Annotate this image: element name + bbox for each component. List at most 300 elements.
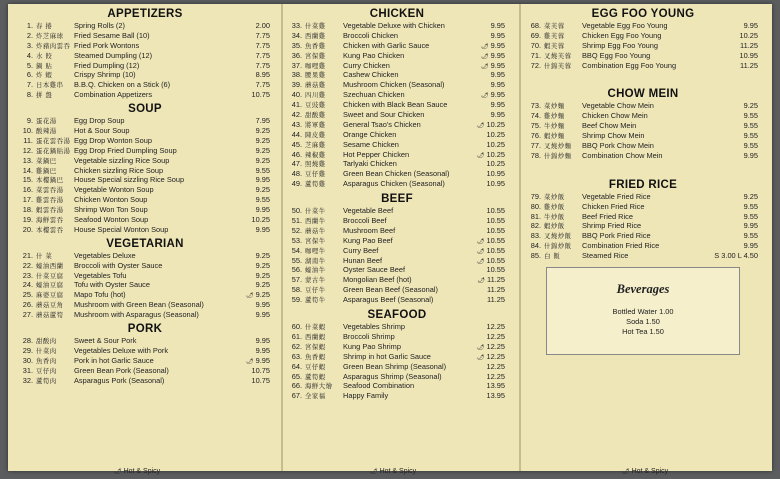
item-price: 9.95 bbox=[490, 80, 505, 90]
item-price: 9.55 bbox=[743, 201, 758, 211]
item-number: 44. bbox=[291, 129, 302, 139]
item-chinese-name: 蠔油西蘭 bbox=[36, 261, 64, 270]
item-chinese-name: 蝦雲吞湯 bbox=[36, 206, 64, 215]
item-number: 31. bbox=[22, 365, 33, 375]
item-chinese-name: 甜酸肉 bbox=[36, 337, 57, 346]
item-price: 13.95 bbox=[486, 391, 505, 401]
section-title: SEAFOOD bbox=[367, 309, 427, 322]
item-chinese-name: 菜炒麵 bbox=[544, 102, 565, 111]
menu-item bbox=[20, 146, 270, 156]
item-name: Egg Drop Soup bbox=[74, 116, 125, 126]
item-number: 11. bbox=[23, 135, 33, 145]
menu-item bbox=[20, 51, 270, 61]
menu-item bbox=[20, 215, 270, 225]
menu-item bbox=[20, 166, 270, 176]
item-price: 12.25 bbox=[486, 371, 505, 381]
item-chinese-name: 蒙古牛 bbox=[305, 276, 326, 285]
item-price: 9.25 bbox=[743, 101, 758, 111]
section-title: CHICKEN bbox=[369, 8, 425, 20]
item-chinese-name: 魚香肉 bbox=[36, 356, 57, 365]
item-number: 27. bbox=[22, 310, 33, 320]
item-chinese-name: 菜雲吞湯 bbox=[36, 186, 64, 195]
menu-item bbox=[289, 265, 505, 275]
item-name: B.B.Q. Chicken on a Stick (6) bbox=[74, 80, 171, 90]
item-number: 21. bbox=[22, 250, 33, 260]
item-name: Shrimp Won Ton Soup bbox=[74, 205, 148, 215]
item-chinese-name: 菜炒飯 bbox=[544, 192, 565, 201]
item-number: 52. bbox=[291, 225, 302, 235]
item-name: Egg Drop Fried Dumpling Soup bbox=[74, 145, 177, 155]
item-chinese-name: 將軍雞 bbox=[305, 120, 326, 129]
item-price: 10.25 bbox=[251, 215, 270, 225]
footer-note-text: Hot & Spicy bbox=[123, 468, 161, 475]
item-price: 10.25 bbox=[486, 139, 505, 149]
menu-item bbox=[20, 185, 270, 195]
item-chinese-name: 辣椒雞 bbox=[305, 150, 326, 159]
menu-item bbox=[528, 221, 758, 231]
menu-item bbox=[289, 80, 505, 90]
item-price: 9.25 bbox=[255, 155, 270, 165]
item-chinese-name: 照燒雞 bbox=[305, 160, 326, 169]
item-price: 10.95 bbox=[486, 179, 505, 189]
menu-item bbox=[528, 131, 758, 141]
menu-item bbox=[20, 336, 270, 346]
item-number: 29. bbox=[22, 345, 33, 355]
item-price: 10.55 bbox=[486, 235, 505, 245]
item-price: 9.55 bbox=[743, 121, 758, 131]
menu-item bbox=[528, 111, 758, 121]
item-price: 12.25 bbox=[486, 341, 505, 351]
item-price: 13.95 bbox=[486, 381, 505, 391]
item-number: 40. bbox=[291, 90, 302, 100]
item-chinese-name: 什菜雞 bbox=[305, 22, 326, 30]
item-chinese-name: 豆仔蝦 bbox=[305, 362, 326, 371]
menu-item bbox=[20, 225, 270, 235]
item-name: Oyster Sauce Beef bbox=[343, 265, 406, 275]
item-name: Cashew Chicken bbox=[343, 70, 399, 80]
section-title: EGG FOO YOUNG bbox=[591, 8, 695, 20]
item-price: 7.75 bbox=[255, 50, 270, 60]
item-name: Mongolian Beef (hot) bbox=[343, 275, 412, 285]
item-price: 9.25 bbox=[255, 280, 270, 290]
item-number: 33. bbox=[291, 21, 302, 30]
item-chinese-name: 炸芝麻球 bbox=[36, 31, 64, 40]
menu-item bbox=[289, 342, 505, 352]
beverages-box bbox=[546, 267, 740, 355]
item-number: 81. bbox=[530, 211, 541, 221]
item-chinese-name: 什錦芙蓉 bbox=[544, 61, 572, 70]
item-price: 10.25 bbox=[739, 30, 758, 40]
menu-section bbox=[20, 238, 270, 320]
item-chinese-name: 豆豉雞 bbox=[305, 101, 326, 110]
menu-section bbox=[20, 103, 270, 235]
item-price: 9.25 bbox=[255, 250, 270, 260]
item-name: Kung Pao Chicken bbox=[343, 50, 405, 60]
menu-item bbox=[20, 195, 270, 205]
item-number: 69. bbox=[530, 30, 541, 40]
item-number: 74. bbox=[530, 111, 541, 121]
chili-icon: 🌶 bbox=[476, 122, 485, 129]
item-price: 9.95 bbox=[255, 336, 270, 346]
menu-item bbox=[528, 212, 758, 222]
item-number: 38. bbox=[291, 70, 302, 80]
item-price: 12.25 bbox=[486, 322, 505, 332]
item-name: Crispy Shrimp (10) bbox=[74, 70, 136, 80]
item-name: Vegetable Deluxe with Chicken bbox=[343, 21, 445, 30]
item-chinese-name: 什菜蝦 bbox=[305, 323, 326, 332]
item-price: 9.25 bbox=[255, 135, 270, 145]
item-number: 26. bbox=[22, 300, 33, 310]
item-price: 9.95 bbox=[490, 30, 505, 40]
item-price: 9.95 bbox=[490, 70, 505, 80]
menu-item bbox=[20, 21, 270, 31]
item-price: 9.25 bbox=[255, 260, 270, 270]
item-number: 19. bbox=[22, 215, 33, 225]
item-number: 8. bbox=[26, 90, 33, 100]
menu-item bbox=[289, 150, 505, 160]
menu-section bbox=[20, 8, 270, 100]
item-number: 3. bbox=[26, 40, 33, 50]
item-name: Szechuan Chicken bbox=[343, 90, 405, 100]
item-name: Hot & Sour Soup bbox=[74, 126, 130, 136]
item-name: Broccoli Beef bbox=[343, 216, 387, 226]
menu-item bbox=[20, 126, 270, 136]
beverages-title: Beverages bbox=[616, 282, 670, 297]
item-chinese-name: 蘆筍雞 bbox=[305, 180, 326, 189]
item-price: 10.55 bbox=[486, 225, 505, 235]
item-price: 9.95 bbox=[743, 21, 758, 30]
menu-item bbox=[289, 179, 505, 189]
item-chinese-name: 西蘭牛 bbox=[305, 217, 326, 226]
beverage-line: Bottled Water 1.00 bbox=[612, 307, 674, 317]
item-chinese-name: 雞雲吞湯 bbox=[36, 196, 64, 205]
item-chinese-name: 叉燒炒飯 bbox=[544, 232, 572, 241]
item-number: 13. bbox=[22, 155, 33, 165]
menu-item bbox=[289, 61, 505, 71]
item-chinese-name: 蘆筍肉 bbox=[36, 376, 57, 385]
item-price: 7.75 bbox=[255, 80, 270, 90]
item-price: 10.25 bbox=[486, 119, 505, 129]
item-price: 10.55 bbox=[486, 216, 505, 226]
menu-item bbox=[528, 41, 758, 51]
item-number: 78. bbox=[530, 150, 541, 160]
item-price: 9.25 bbox=[255, 185, 270, 195]
item-chinese-name: 什菜豆腐 bbox=[36, 271, 64, 280]
menu-section bbox=[20, 323, 270, 385]
chili-icon: 🌶 bbox=[370, 469, 378, 475]
item-number: 4. bbox=[26, 50, 33, 60]
menu-item bbox=[528, 141, 758, 151]
item-number: 16. bbox=[22, 185, 33, 195]
menu-item bbox=[289, 352, 505, 362]
footer-spicy-note bbox=[368, 468, 416, 475]
item-number: 49. bbox=[291, 179, 302, 189]
menu-item bbox=[289, 285, 505, 295]
menu-item bbox=[289, 226, 505, 236]
item-price: 10.75 bbox=[251, 375, 270, 385]
item-name: Happy Family bbox=[343, 391, 389, 401]
item-chinese-name: 日本雞串 bbox=[36, 81, 64, 90]
item-number: 12. bbox=[22, 145, 33, 155]
item-name: Mushroom with Asparagus (Seasonal) bbox=[74, 310, 199, 320]
menu-item bbox=[528, 121, 758, 131]
item-name: Green Bean Beef (Seasonal) bbox=[343, 285, 438, 295]
menu-item bbox=[289, 130, 505, 140]
item-name: BBQ Egg Foo Young bbox=[582, 50, 651, 60]
item-price: S 3.00 L 4.50 bbox=[714, 251, 758, 261]
item-price: 9.25 bbox=[255, 126, 270, 136]
beverage-line: Soda 1.50 bbox=[626, 317, 660, 327]
item-name: Green Bean Chicken (Seasonal) bbox=[343, 169, 450, 179]
item-price: 9.55 bbox=[743, 231, 758, 241]
menu-item bbox=[289, 295, 505, 305]
item-name: Vegetables Shrimp bbox=[343, 322, 406, 332]
menu-item bbox=[528, 61, 758, 71]
menu-item bbox=[20, 261, 270, 271]
item-name: Seafood Wonton Soup bbox=[74, 215, 149, 225]
item-number: 15. bbox=[22, 175, 33, 185]
item-chinese-name: 豆仔肉 bbox=[36, 366, 57, 375]
menu-section bbox=[528, 179, 758, 261]
item-price: 9.95 bbox=[255, 224, 270, 234]
item-price: 9.55 bbox=[743, 111, 758, 121]
item-price: 9.95 bbox=[490, 40, 505, 50]
item-name: Fried Dumpling (12) bbox=[74, 60, 140, 70]
menu-item bbox=[289, 246, 505, 256]
beverage-line: Hot Tea 1.50 bbox=[622, 327, 664, 337]
item-number: 24. bbox=[22, 280, 33, 290]
item-name: Beef Fried Rice bbox=[582, 211, 633, 221]
footer-note-text: Hot & Spicy bbox=[379, 468, 417, 475]
menu-item bbox=[289, 381, 505, 391]
menu-section bbox=[528, 88, 758, 160]
item-number: 7. bbox=[26, 80, 33, 90]
section-title: PORK bbox=[127, 323, 163, 336]
item-price: 10.25 bbox=[486, 159, 505, 169]
menu-item bbox=[528, 51, 758, 61]
item-chinese-name: 豆仔雞 bbox=[305, 170, 326, 179]
item-chinese-name: 海鮮大燴 bbox=[305, 382, 333, 391]
item-number: 77. bbox=[530, 141, 541, 151]
item-name: Broccoli Chicken bbox=[343, 30, 399, 40]
item-name: Sweet & Sour Pork bbox=[74, 336, 137, 346]
item-name: BBQ Pork Chow Mein bbox=[582, 141, 654, 151]
item-number: 56. bbox=[291, 265, 302, 275]
item-chinese-name: 菜芙蓉 bbox=[544, 22, 565, 30]
menu-item bbox=[289, 332, 505, 342]
item-price: 9.95 bbox=[743, 150, 758, 160]
item-price: 9.55 bbox=[743, 131, 758, 141]
item-number: 48. bbox=[291, 169, 302, 179]
item-number: 65. bbox=[291, 371, 302, 381]
item-price: 11.25 bbox=[487, 295, 505, 305]
item-price: 10.55 bbox=[486, 245, 505, 255]
item-number: 36. bbox=[291, 50, 302, 60]
menu-item bbox=[289, 275, 505, 285]
item-chinese-name: 宮保牛 bbox=[305, 236, 326, 245]
chili-icon: 🌶 bbox=[476, 344, 485, 351]
item-price: 9.25 bbox=[255, 145, 270, 155]
item-name: Mushroom Chicken (Seasonal) bbox=[343, 80, 445, 90]
item-name: Tarlyaki Chicken bbox=[343, 159, 397, 169]
item-number: 34. bbox=[291, 30, 302, 40]
menu-item bbox=[289, 51, 505, 61]
menu-item bbox=[20, 290, 270, 300]
item-number: 23. bbox=[22, 270, 33, 280]
item-chinese-name: 蝦芙蓉 bbox=[544, 41, 565, 50]
item-name: Chicken with Black Bean Sauce bbox=[343, 100, 448, 110]
menu-item bbox=[289, 100, 505, 110]
item-number: 45. bbox=[291, 139, 302, 149]
menu-item bbox=[289, 90, 505, 100]
item-price: 9.95 bbox=[255, 205, 270, 215]
item-number: 5. bbox=[26, 60, 33, 70]
item-name: Mushroom Beef bbox=[343, 225, 396, 235]
menu-item bbox=[20, 271, 270, 281]
item-number: 84. bbox=[530, 241, 541, 251]
item-number: 55. bbox=[291, 255, 302, 265]
item-name: Vegetables Deluxe with Pork bbox=[74, 345, 169, 355]
item-chinese-name: 魚香雞 bbox=[305, 41, 326, 50]
item-number: 1. bbox=[26, 21, 33, 30]
item-name: Steamed Dumpling (12) bbox=[74, 50, 153, 60]
item-name: Seafood Combination bbox=[343, 381, 415, 391]
item-number: 71. bbox=[530, 50, 541, 60]
menu-item bbox=[289, 110, 505, 120]
item-name: Curry Chicken bbox=[343, 60, 390, 70]
menu-section bbox=[289, 309, 505, 401]
item-chinese-name: 腰果雞 bbox=[305, 71, 326, 80]
menu-item bbox=[528, 251, 758, 261]
menu-section bbox=[289, 193, 505, 305]
menu-item bbox=[20, 116, 270, 126]
item-chinese-name: 鍋 貼 bbox=[36, 61, 53, 70]
item-name: Shrimp in hot Garlic Sauce bbox=[343, 351, 431, 361]
item-price: 11.25 bbox=[740, 40, 758, 50]
item-chinese-name: 叉燒芙蓉 bbox=[544, 51, 572, 60]
item-chinese-name: 蝦炒飯 bbox=[544, 222, 565, 231]
item-number: 79. bbox=[530, 191, 541, 201]
menu-item bbox=[528, 192, 758, 202]
item-chinese-name: 酸辣湯 bbox=[36, 127, 57, 136]
item-chinese-name: 宮保蝦 bbox=[305, 342, 326, 351]
item-chinese-name: 菜鍋巴 bbox=[36, 156, 57, 165]
item-number: 53. bbox=[291, 235, 302, 245]
item-price: 9.95 bbox=[255, 300, 270, 310]
item-name: Vegetable Wonton Soup bbox=[74, 185, 154, 195]
item-name: Vegetable Chow Mein bbox=[582, 101, 654, 111]
item-name: Egg Drop Wonton Soup bbox=[74, 135, 152, 145]
item-name: Combination Chow Mein bbox=[582, 150, 663, 160]
menu-item bbox=[20, 310, 270, 320]
item-number: 82. bbox=[530, 221, 541, 231]
item-chinese-name: 四川雞 bbox=[305, 91, 326, 100]
item-chinese-name: 本樓鍋巴 bbox=[36, 176, 64, 185]
menu-item bbox=[528, 202, 758, 212]
chili-icon: 🌶 bbox=[480, 43, 489, 50]
item-name: Fried Sesame Ball (10) bbox=[74, 30, 150, 40]
item-price: 10.25 bbox=[486, 129, 505, 139]
item-number: 6. bbox=[26, 70, 33, 80]
item-number: 83. bbox=[530, 231, 541, 241]
menu-item bbox=[20, 175, 270, 185]
menu-item bbox=[289, 70, 505, 80]
menu-item bbox=[528, 231, 758, 241]
item-chinese-name: 什錦炒麵 bbox=[544, 151, 572, 160]
item-name: Green Bean Pork (Seasonal) bbox=[74, 365, 169, 375]
menu-item bbox=[289, 31, 505, 41]
item-number: 39. bbox=[291, 80, 302, 90]
menu-section bbox=[289, 8, 505, 189]
item-chinese-name: 咖哩牛 bbox=[305, 246, 326, 255]
item-number: 72. bbox=[530, 60, 541, 70]
chili-icon: 🌶 bbox=[476, 354, 485, 361]
menu-item bbox=[20, 356, 270, 366]
chili-icon: 🌶 bbox=[480, 63, 489, 70]
item-number: 25. bbox=[22, 290, 33, 300]
chili-icon: 🌶 bbox=[480, 93, 489, 100]
item-price: 9.95 bbox=[743, 221, 758, 231]
chili-icon: 🌶 bbox=[114, 469, 122, 475]
item-number: 35. bbox=[291, 40, 302, 50]
menu-item bbox=[289, 120, 505, 130]
item-number: 9. bbox=[26, 116, 33, 126]
item-name: Shrimp Chow Mein bbox=[582, 131, 645, 141]
item-chinese-name: 湖南牛 bbox=[305, 256, 326, 265]
item-number: 51. bbox=[291, 216, 302, 226]
item-name: Vegetables Deluxe bbox=[74, 250, 136, 260]
item-name: Beef Chow Mein bbox=[582, 121, 637, 131]
item-name: Combination Egg Foo Young bbox=[582, 60, 677, 70]
item-price: 12.25 bbox=[486, 331, 505, 341]
chili-icon: 🌶 bbox=[476, 248, 485, 255]
item-chinese-name: 炸豬肉雲吞 bbox=[36, 41, 71, 50]
item-price: 9.95 bbox=[255, 310, 270, 320]
item-price: 7.75 bbox=[255, 30, 270, 40]
menu-item bbox=[528, 21, 758, 31]
item-name: Orange Chicken bbox=[343, 129, 397, 139]
menu-section bbox=[528, 8, 758, 70]
chili-icon: 🌶 bbox=[476, 152, 485, 159]
menu-item bbox=[20, 280, 270, 290]
menu-item bbox=[289, 169, 505, 179]
menu-item bbox=[289, 206, 505, 216]
item-name: Sesame Chicken bbox=[343, 139, 399, 149]
menu-item bbox=[20, 31, 270, 41]
item-chinese-name: 麻婆豆腐 bbox=[36, 291, 64, 300]
item-number: 85. bbox=[530, 251, 541, 261]
item-price: 9.55 bbox=[255, 195, 270, 205]
menu-item bbox=[289, 362, 505, 372]
menu-item bbox=[20, 346, 270, 356]
item-price: 9.95 bbox=[490, 21, 505, 30]
item-name: Mapo Tofu (hot) bbox=[74, 290, 126, 300]
item-name: General Tsao's Chicken bbox=[343, 119, 421, 129]
item-number: 68. bbox=[530, 21, 541, 30]
item-number: 63. bbox=[291, 351, 302, 361]
item-number: 37. bbox=[291, 60, 302, 70]
item-chinese-name: 蘑菇雞 bbox=[305, 81, 326, 90]
section-title: VEGETARIAN bbox=[106, 237, 184, 250]
menu-item bbox=[20, 156, 270, 166]
item-chinese-name: 春 捲 bbox=[36, 22, 53, 30]
item-number: 62. bbox=[291, 341, 302, 351]
item-number: 32. bbox=[22, 375, 33, 385]
item-number: 73. bbox=[530, 101, 541, 111]
item-number: 66. bbox=[291, 381, 302, 391]
item-name: Broccoli with Oyster Sauce bbox=[74, 260, 163, 270]
fold-line-left bbox=[281, 4, 283, 471]
